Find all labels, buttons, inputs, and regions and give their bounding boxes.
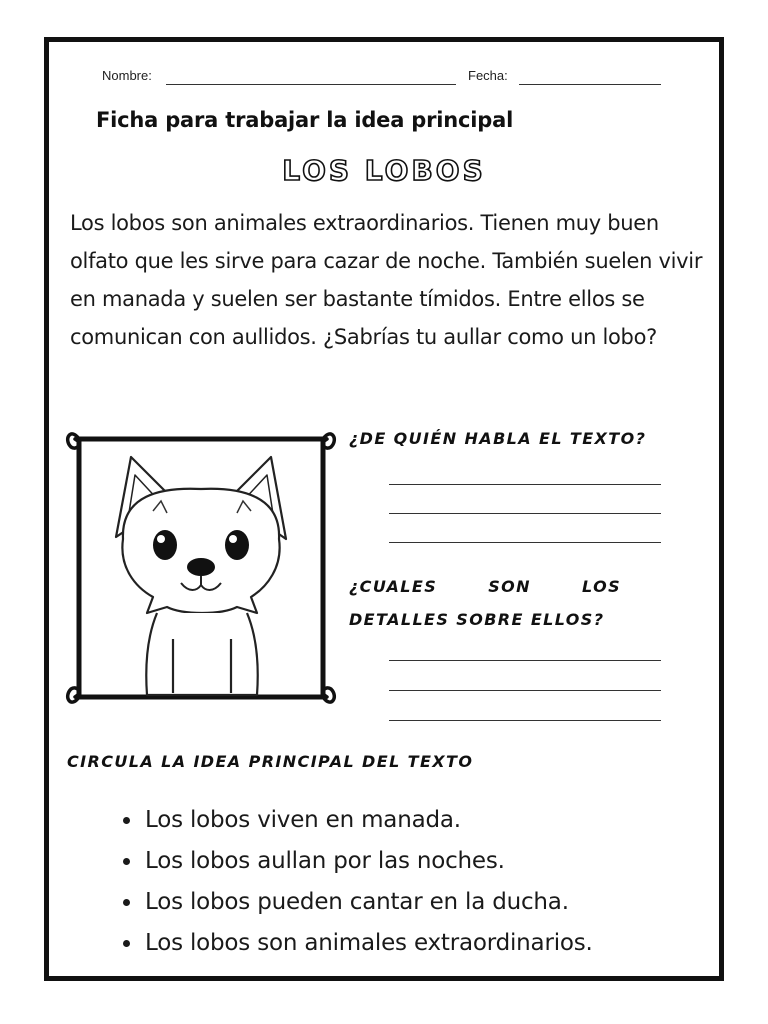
- worksheet-frame: [44, 37, 724, 981]
- question-1: ¿DE QUIÉN HABLA EL TEXTO?: [349, 429, 647, 448]
- circle-heading: CIRCULA LA IDEA PRINCIPAL DEL TEXTO: [67, 752, 474, 771]
- bullet-icon: [123, 940, 130, 947]
- story-paragraph: Los lobos son animales extraordinarios. Tienen muy buen olfato que les sirve para cazar de noche. También suelen vivir en manada y suelen ser bastante tímidos. Entre ellos se comunican con aullidos. ¿Sabrías tu aullar como un lobo?: [70, 211, 703, 349]
- option-text: Los lobos pueden cantar en la ducha.: [145, 889, 569, 915]
- answer-line: [389, 513, 661, 514]
- answer-line: [389, 690, 661, 691]
- wolf-icon: [61, 417, 341, 717]
- answer-line: [389, 660, 661, 661]
- list-item[interactable]: [121, 882, 701, 923]
- option-text: Los lobos aullan por las noches.: [145, 848, 505, 874]
- question-2: ¿CUALES SON LOS DETALLES SOBRE ELLOS?: [349, 577, 621, 629]
- option-list: [121, 800, 701, 964]
- story-title: LOS LOBOS: [282, 154, 486, 187]
- option-text: Los lobos son animales extraordinarios.: [145, 930, 593, 956]
- bullet-icon: [123, 899, 130, 906]
- list-item[interactable]: [121, 841, 701, 882]
- name-label: Nombre:: [102, 68, 152, 83]
- worksheet-title: Ficha para trabajar la idea principal: [96, 108, 514, 132]
- answer-line: [389, 542, 661, 543]
- name-line: [166, 84, 456, 85]
- option-text: Los lobos viven en manada.: [145, 807, 461, 833]
- list-item[interactable]: [121, 923, 701, 964]
- answer-line: [389, 720, 661, 721]
- bullet-icon: [123, 817, 130, 824]
- list-item[interactable]: [121, 800, 701, 841]
- bullet-icon: [123, 858, 130, 865]
- date-line: [519, 84, 661, 85]
- wolf-illustration-frame: [61, 417, 341, 717]
- date-label: Fecha:: [468, 68, 508, 83]
- answer-line: [389, 484, 661, 485]
